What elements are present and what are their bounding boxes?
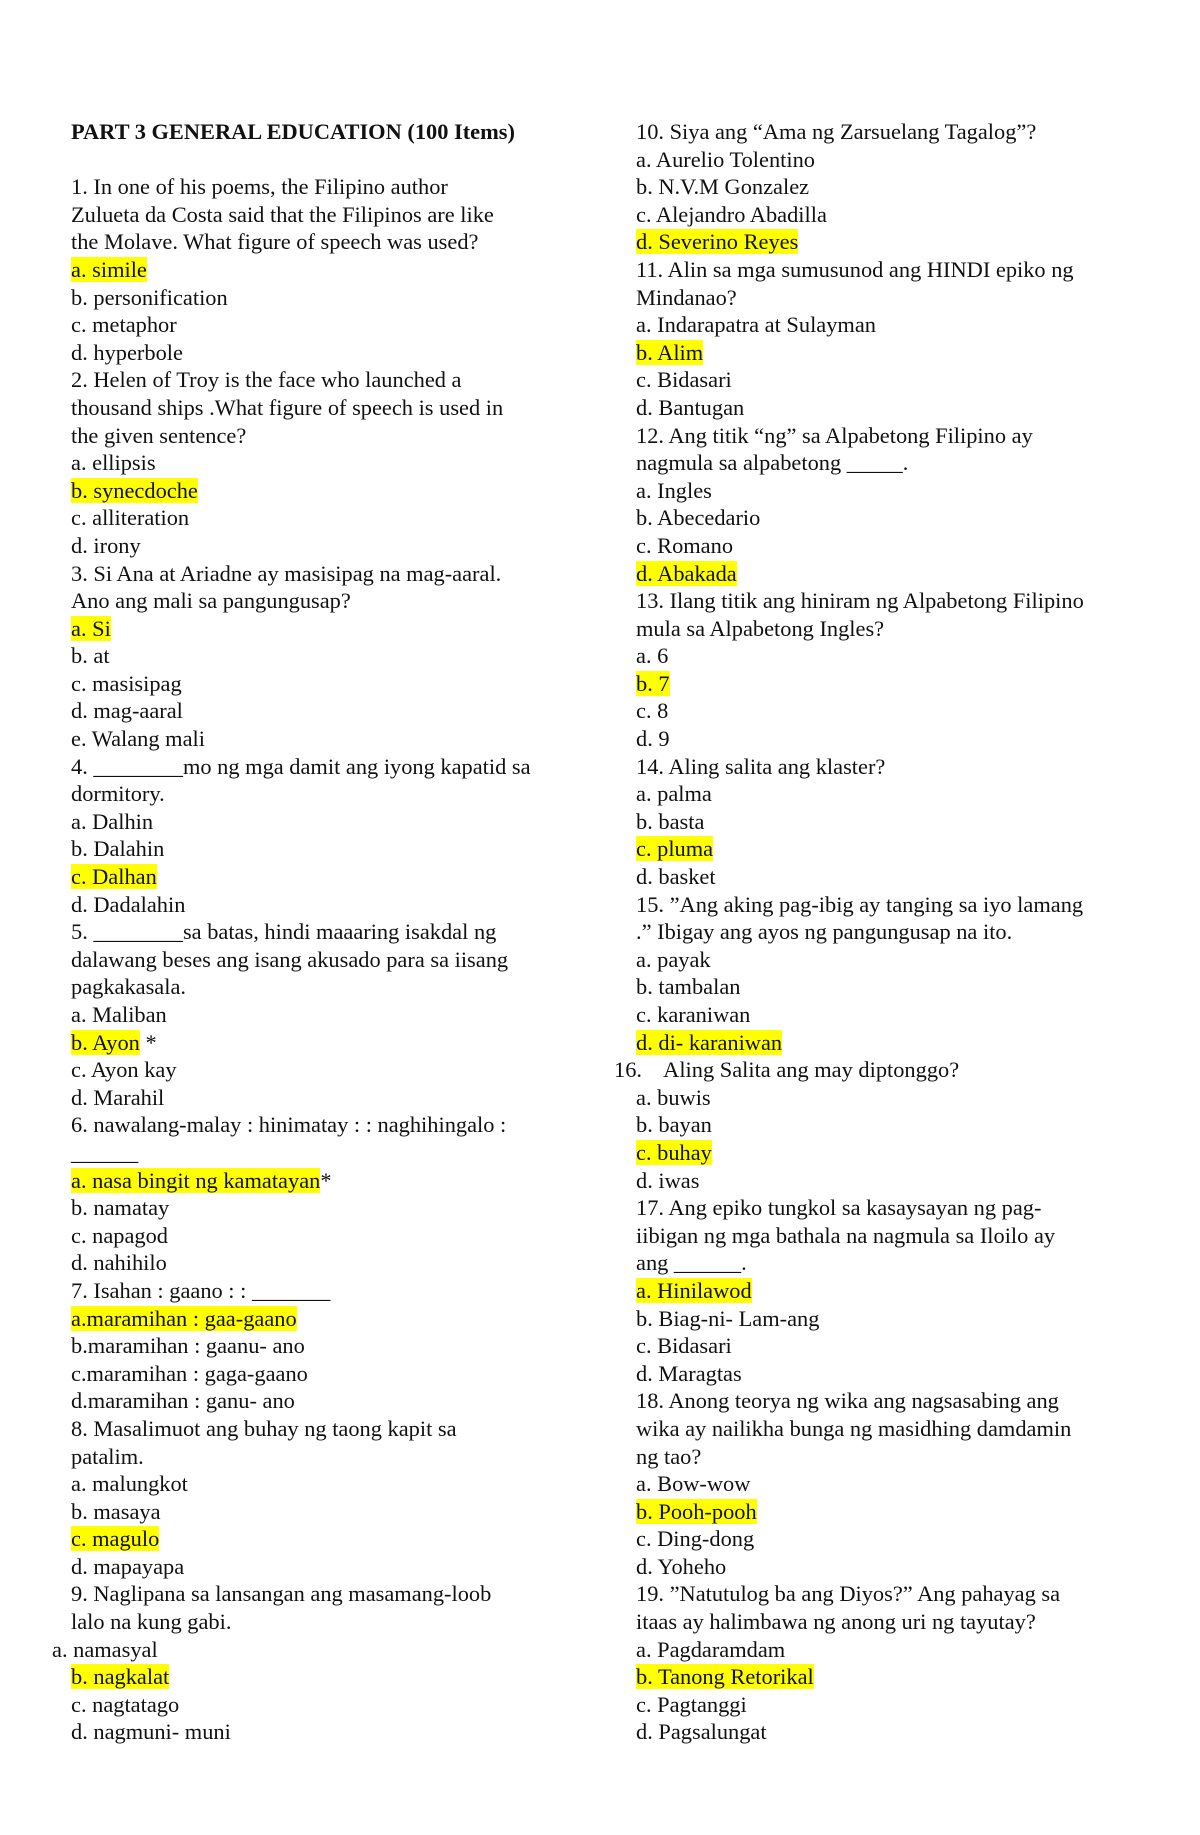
line-text: patalim.: [71, 1443, 144, 1469]
line-text: the given sentence?: [71, 422, 247, 448]
text-line: [636, 366, 1146, 394]
line-text: a. Aurelio Tolentino: [636, 146, 815, 172]
line-text: d. Bantugan: [636, 394, 745, 420]
text-line: [636, 1111, 1146, 1139]
line-text: 18. Anong teorya ng wika ang nagsasabing ang: [636, 1388, 1059, 1414]
line-text: d. irony: [71, 532, 141, 558]
text-line: [636, 532, 1146, 560]
answer-line-highlighted: [71, 1305, 571, 1333]
text-line: [71, 946, 571, 974]
line-text: c. Bidasari: [636, 1333, 732, 1359]
text-line: [71, 1222, 571, 1250]
line-text: d. iwas: [636, 1167, 700, 1193]
line-text: 9. Naglipana sa lansangan ang masamang-loob: [71, 1581, 492, 1607]
line-text: c. Ayon kay: [71, 1057, 177, 1083]
line-text: lalo na kung gabi.: [71, 1609, 232, 1635]
text-line: [636, 697, 1146, 725]
line-text: c. Ding-dong: [636, 1526, 755, 1552]
highlighted-answer: c. buhay: [636, 1139, 712, 1165]
text-line: [71, 670, 571, 698]
text-line: [636, 1415, 1146, 1443]
line-text: c. napagod: [71, 1222, 168, 1248]
line-text: d. nahihilo: [71, 1250, 167, 1276]
text-line: [71, 1084, 571, 1112]
text-line: [71, 973, 571, 1001]
text-line: [636, 1691, 1146, 1719]
line-text: a. malungkot: [71, 1471, 188, 1497]
text-line: [71, 1194, 571, 1222]
line-text: d. Dadalahin: [71, 891, 186, 917]
line-text: 15. ”Ang aking pag-ibig ay tanging sa iyo lamang: [636, 891, 1084, 917]
text-line: [71, 1470, 571, 1498]
answer-line-highlighted: [636, 1029, 1146, 1057]
line-text: b. Biag-ni- Lam-ang: [636, 1305, 820, 1331]
text-line: [636, 284, 1146, 312]
text-line: [71, 1415, 571, 1443]
text-line: [636, 1332, 1146, 1360]
line-text: a. namasyal: [52, 1636, 158, 1662]
answer-line-highlighted: [71, 477, 571, 505]
text-line: [71, 339, 571, 367]
text-line: [636, 1305, 1146, 1333]
line-text: 17. Ang epiko tungkol sa kasaysayan ng pag-: [636, 1195, 1042, 1221]
line-text: dormitory.: [71, 781, 165, 807]
highlighted-answer: b. synecdoche: [71, 477, 198, 503]
line-text: 10. Siya ang “Ama ng Zarsuelang Tagalog”?: [636, 119, 1037, 144]
line-text: a. Maliban: [71, 1002, 167, 1027]
text-line: [71, 753, 571, 781]
text-line: [636, 1580, 1146, 1608]
highlighted-answer: b. nagkalat: [71, 1664, 170, 1690]
highlighted-answer: b. Tanong Retorikal: [636, 1664, 814, 1690]
line-text: d.maramihan : ganu- ano: [71, 1388, 295, 1414]
line-text: pagkakasala.: [71, 974, 187, 1000]
text-line: [71, 1056, 571, 1084]
text-line: [636, 1194, 1146, 1222]
line-text: dalawang beses ang isang akusado para sa iisang: [71, 946, 509, 972]
text-line: [636, 863, 1146, 891]
text-line: [636, 973, 1146, 1001]
text-line: [636, 1167, 1146, 1195]
line-text: ng tao?: [636, 1443, 702, 1469]
text-line: [71, 366, 571, 394]
line-text: 16. Aling Salita ang may diptonggo?: [614, 1057, 960, 1083]
text-line: [636, 642, 1146, 670]
text-line: [71, 1553, 571, 1581]
highlighted-answer: a. simile: [71, 256, 147, 282]
line-text: d. mag-aaral: [71, 698, 183, 724]
line-text: c. alliteration: [71, 505, 190, 531]
answer-line-highlighted: [71, 1663, 571, 1691]
answer-line-highlighted: [71, 1525, 571, 1553]
line-text: a. palma: [636, 781, 712, 807]
highlighted-answer: c. pluma: [636, 836, 714, 862]
text-line: [636, 201, 1146, 229]
text-line: [636, 118, 1146, 146]
text-line: [71, 228, 571, 256]
text-line: [71, 1580, 571, 1608]
text-line: [636, 918, 1146, 946]
left-question-list: [52, 173, 571, 1746]
text-line: [71, 780, 571, 808]
answer-line-highlighted: [71, 1029, 571, 1057]
line-text: ang ______.: [636, 1250, 747, 1276]
text-line: [71, 1332, 571, 1360]
text-line: [71, 504, 571, 532]
line-text: d. Pagsalungat: [636, 1719, 767, 1745]
text-line: [71, 1249, 571, 1277]
text-line: [636, 615, 1146, 643]
text-line: [636, 449, 1146, 477]
line-text: 4. ________mo ng mga damit ang iyong kapatid sa: [71, 753, 531, 779]
answer-line-highlighted: [71, 615, 571, 643]
highlighted-answer: a.maramihan : gaa-gaano: [71, 1305, 297, 1331]
highlighted-answer: a. nasa bingit ng kamatayan: [71, 1167, 321, 1193]
line-text: Ano ang mali sa pangungusap?: [71, 588, 351, 614]
text-line: [71, 1718, 571, 1746]
line-text: c. Bidasari: [636, 367, 732, 393]
answer-line-highlighted: [636, 560, 1146, 588]
text-line: [636, 1249, 1146, 1277]
line-text: b. bayan: [636, 1112, 712, 1138]
text-line: [636, 808, 1146, 836]
text-line: [71, 284, 571, 312]
line-text: 5. ________sa batas, hindi maaaring isakdal ng: [71, 919, 497, 945]
text-line: [636, 256, 1146, 284]
line-text: d. nagmuni- muni: [71, 1719, 231, 1745]
answer-line-highlighted: [636, 1139, 1146, 1167]
text-line: [636, 422, 1146, 450]
text-line: [636, 1001, 1146, 1029]
line-text: b. Dalahin: [71, 836, 165, 862]
line-text: b. Abecedario: [636, 505, 761, 531]
text-line: [71, 642, 571, 670]
text-line: [71, 1443, 571, 1471]
page-title: PART 3 GENERAL EDUCATION (100 Items): [71, 119, 515, 144]
text-line: [71, 1111, 571, 1139]
left-column: [52, 118, 571, 1746]
line-text: b. N.V.M Gonzalez: [636, 174, 810, 200]
text-line: [636, 753, 1146, 781]
text-line: [71, 808, 571, 836]
text-line: [71, 1691, 571, 1719]
right-question-list: [614, 118, 1146, 1746]
line-text: 12. Ang titik “ng” sa Alpabetong Filipino ay: [636, 422, 1033, 448]
text-line: [636, 477, 1146, 505]
line-text: c.maramihan : gaga-gaano: [71, 1360, 308, 1386]
line-text: c. karaniwan: [636, 1002, 751, 1027]
answer-line-highlighted: [636, 1663, 1146, 1691]
line-text: e. Walang mali: [71, 726, 205, 752]
line-text: the Molave. What figure of speech was used?: [71, 229, 479, 255]
line-text: 11. Alin sa mga sumusunod ang HINDI epiko ng: [636, 256, 1074, 282]
line-text: b. tambalan: [636, 974, 741, 1000]
text-line: [71, 918, 571, 946]
highlighted-answer: b. Pooh-pooh: [636, 1498, 757, 1524]
text-line: [614, 1056, 1146, 1084]
text-line: [71, 422, 571, 450]
text-line: [52, 1636, 571, 1664]
highlighted-answer: d. Abakada: [636, 560, 737, 586]
line-text: a. Dalhin: [71, 808, 154, 834]
highlighted-answer: a. Si: [71, 615, 111, 641]
line-text: a. Indarapatra at Sulayman: [636, 312, 876, 338]
highlighted-answer: b. Alim: [636, 339, 704, 365]
highlighted-answer: d. di- karaniwan: [636, 1029, 783, 1055]
line-text: 19. ”Natutulog ba ang Diyos?” Ang pahayag sa: [636, 1581, 1061, 1607]
text-line: [636, 311, 1146, 339]
text-line: [71, 1139, 571, 1167]
line-text: c. metaphor: [71, 312, 177, 338]
line-text: 8. Masalimuot ang buhay ng taong kapit sa: [71, 1415, 457, 1441]
text-line: [71, 394, 571, 422]
line-text: a. Pagdaramdam: [636, 1636, 786, 1662]
text-line: [71, 1001, 571, 1029]
highlighted-answer: a. Hinilawod: [636, 1277, 752, 1303]
text-line: [71, 1277, 571, 1305]
text-line: [71, 1608, 571, 1636]
text-line: [636, 504, 1146, 532]
line-text: c. Alejandro Abadilla: [636, 201, 827, 227]
line-text: c. Pagtanggi: [636, 1691, 747, 1717]
answer-line-highlighted: [71, 1167, 571, 1195]
text-line: [71, 449, 571, 477]
text-line: [636, 1525, 1146, 1553]
highlighted-answer: c. Dalhan: [71, 864, 157, 890]
text-line: [636, 1608, 1146, 1636]
text-line: [636, 173, 1146, 201]
text-line: [71, 560, 571, 588]
answer-line-highlighted: [636, 835, 1146, 863]
highlighted-answer: b. Ayon: [71, 1029, 140, 1055]
line-text: Mindanao?: [636, 284, 737, 310]
text-line: [636, 725, 1146, 753]
text-line: [71, 532, 571, 560]
answer-line-highlighted: [636, 1277, 1146, 1305]
text-line: [71, 835, 571, 863]
answer-line-highlighted: [636, 670, 1146, 698]
text-line: [71, 1360, 571, 1388]
text-line: [636, 1387, 1146, 1415]
line-text: 1. In one of his poems, the Filipino author: [71, 174, 448, 200]
line-text: 6. nawalang-malay : hinimatay : : naghihingalo :: [71, 1112, 507, 1138]
line-text: 13. Ilang titik ang hiniram ng Alpabetong Filipino: [636, 588, 1084, 614]
answer-line-highlighted: [71, 256, 571, 284]
line-text: b. basta: [636, 808, 705, 834]
line-text: 14. Aling salita ang klaster?: [636, 753, 886, 779]
answer-line-highlighted: [636, 1498, 1146, 1526]
text-line: [636, 587, 1146, 615]
answer-line-highlighted: [636, 228, 1146, 256]
text-line: [636, 1553, 1146, 1581]
line-text: a. Ingles: [636, 477, 712, 503]
line-text: b. namatay: [71, 1195, 170, 1221]
line-text: d. basket: [636, 864, 716, 890]
highlighted-answer: c. magulo: [71, 1526, 160, 1552]
line-text: ______: [71, 1139, 139, 1165]
answer-line-highlighted: [71, 863, 571, 891]
text-line: [636, 1360, 1146, 1388]
line-text: c. Romano: [636, 532, 734, 558]
answer-marker: *: [139, 1029, 157, 1055]
line-text: d. Marahil: [71, 1084, 165, 1110]
text-line: [71, 1387, 571, 1415]
line-text: d. Yoheho: [636, 1553, 727, 1579]
line-text: d. hyperbole: [71, 339, 183, 365]
highlighted-answer: d. Severino Reyes: [636, 229, 799, 255]
line-text: c. masisipag: [71, 670, 182, 696]
line-text: d. 9: [636, 726, 670, 752]
line-text: c. nagtatago: [71, 1691, 180, 1717]
line-text: a. ellipsis: [71, 450, 156, 476]
line-text: a. Bow-wow: [636, 1471, 751, 1497]
text-line: [71, 697, 571, 725]
line-text: b. at: [71, 643, 110, 669]
text-line: [636, 1443, 1146, 1471]
line-text: iibigan ng mga bathala na nagmula sa Iloilo ay: [636, 1222, 1056, 1248]
text-line: [636, 1718, 1146, 1746]
line-text: mula sa Alpabetong Ingles?: [636, 615, 885, 641]
line-text: nagmula sa alpabetong _____.: [636, 450, 909, 476]
line-text: c. 8: [636, 698, 669, 724]
line-text: d. mapayapa: [71, 1553, 185, 1579]
line-text: b. masaya: [71, 1498, 161, 1524]
line-text: Zulueta da Costa said that the Filipinos are like: [71, 201, 494, 227]
text-line: [636, 780, 1146, 808]
line-text: .” Ibigay ang ayos ng pangungusap na ito.: [636, 919, 1013, 945]
line-text: b. personification: [71, 284, 228, 310]
text-line: [71, 1498, 571, 1526]
highlighted-answer: b. 7: [636, 670, 670, 696]
text-line: [71, 311, 571, 339]
right-column: [614, 118, 1146, 1746]
text-line: [636, 1084, 1146, 1112]
text-line: [71, 201, 571, 229]
line-text: a. buwis: [636, 1084, 711, 1110]
text-line: [71, 173, 571, 201]
text-line: [636, 394, 1146, 422]
line-text: itaas ay halimbawa ng anong uri ng tayutay?: [636, 1609, 1036, 1635]
line-text: 3. Si Ana at Ariadne ay masisipag na mag-aaral.: [71, 560, 502, 586]
line-text: thousand ships .What figure of speech is used in: [71, 394, 504, 420]
text-line: [636, 1470, 1146, 1498]
line-text: a. payak: [636, 946, 711, 972]
line-text: d. Maragtas: [636, 1360, 742, 1386]
answer-marker: *: [320, 1167, 332, 1193]
text-line: [71, 587, 571, 615]
text-line: [636, 946, 1146, 974]
text-line: [636, 891, 1146, 919]
line-text: wika ay nailikha bunga ng masidhing damdamin: [636, 1415, 1072, 1441]
line-text: a. 6: [636, 643, 669, 669]
text-line: [71, 891, 571, 919]
line-text: 7. Isahan : gaano : : _______: [71, 1277, 331, 1303]
text-line: [636, 1222, 1146, 1250]
text-line: [71, 725, 571, 753]
answer-line-highlighted: [636, 339, 1146, 367]
line-text: 2. Helen of Troy is the face who launched a: [71, 367, 462, 393]
line-text: b.maramihan : gaanu- ano: [71, 1333, 305, 1359]
text-line: [636, 146, 1146, 174]
text-line: [636, 1636, 1146, 1664]
